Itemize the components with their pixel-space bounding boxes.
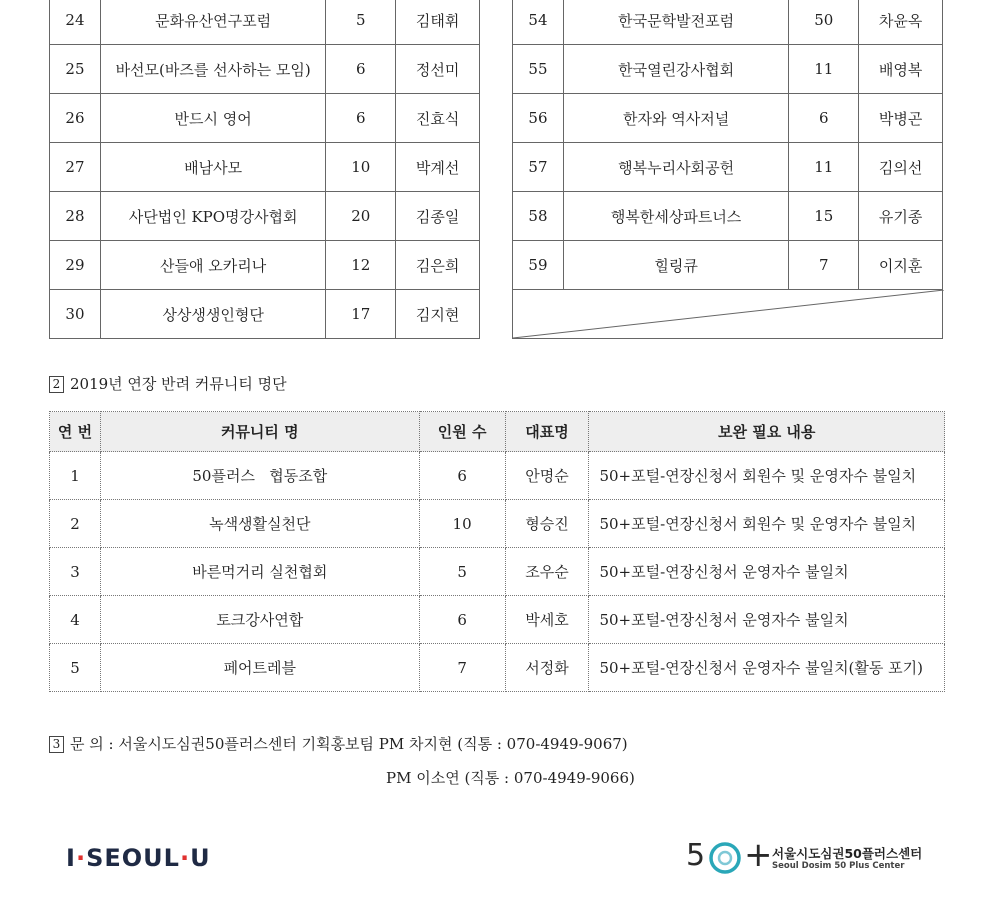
member-count: 50 <box>789 0 859 45</box>
member-count: 7 <box>789 241 859 290</box>
logo-korean-name: 서울시도심권50플러스센터 <box>772 846 923 861</box>
member-count: 10 <box>326 143 396 192</box>
community-name: 50플러스 협동조합 <box>100 452 419 500</box>
member-count: 7 <box>419 644 505 692</box>
table-row <box>513 143 943 192</box>
header-rep: 대표명 <box>505 412 589 452</box>
row-number: 56 <box>513 94 564 143</box>
table-row <box>513 45 943 94</box>
representative: 차윤옥 <box>859 0 943 45</box>
table-row <box>50 548 945 596</box>
empty-diagonal-cell <box>513 290 943 339</box>
logo-part: SEOUL <box>86 844 180 872</box>
row-number: 29 <box>50 241 101 290</box>
contact-line-1 <box>49 733 628 754</box>
representative: 형승진 <box>505 500 589 548</box>
row-number: 27 <box>50 143 101 192</box>
representative: 배영복 <box>859 45 943 94</box>
header-name: 커뮤니티 명 <box>100 412 419 452</box>
table-header-row <box>50 412 945 452</box>
table-row <box>50 644 945 692</box>
community-name: 사단법인 KPO명강사협회 <box>100 192 325 241</box>
representative: 박세호 <box>505 596 589 644</box>
member-count: 17 <box>326 290 396 339</box>
logo-five: 5 <box>686 838 706 873</box>
representative: 김태휘 <box>396 0 480 45</box>
section-number-box: 2 <box>49 376 64 393</box>
logo-plus: + <box>744 835 773 875</box>
section-title: 2019년 연장 반려 커뮤니티 명단 <box>70 375 287 393</box>
row-number: 28 <box>50 192 101 241</box>
row-number: 30 <box>50 290 101 339</box>
table-row <box>513 0 943 45</box>
community-name: 상상생생인형단 <box>100 290 325 339</box>
note: 50+포털-연장신청서 운영자수 불일치 <box>589 596 945 644</box>
community-name: 행복누리사회공헌 <box>563 143 788 192</box>
member-count: 10 <box>419 500 505 548</box>
table-row <box>50 94 480 143</box>
note: 50+포털-연장신청서 운영자수 불일치 <box>589 548 945 596</box>
row-number: 2 <box>50 500 101 548</box>
row-number: 4 <box>50 596 101 644</box>
community-name: 행복한세상파트너스 <box>563 192 788 241</box>
logo-part: I <box>66 844 76 872</box>
community-name: 문화유산연구포럼 <box>100 0 325 45</box>
member-count: 6 <box>419 452 505 500</box>
community-name: 산들애 오카리나 <box>100 241 325 290</box>
logo-part: U <box>190 844 211 872</box>
table-row <box>513 192 943 241</box>
row-number: 54 <box>513 0 564 45</box>
member-count: 11 <box>789 45 859 94</box>
row-number: 3 <box>50 548 101 596</box>
table-row <box>50 192 480 241</box>
representative: 김의선 <box>859 143 943 192</box>
table-row <box>50 45 480 94</box>
representative: 이지훈 <box>859 241 943 290</box>
note: 50+포털-연장신청서 회원수 및 운영자수 불일치 <box>589 452 945 500</box>
logo-ring-icon <box>708 841 742 875</box>
community-name: 한자와 역사저널 <box>563 94 788 143</box>
header-count: 인원 수 <box>419 412 505 452</box>
member-count: 6 <box>326 94 396 143</box>
header-no: 연 번 <box>50 412 101 452</box>
community-name: 녹색생활실천단 <box>100 500 419 548</box>
row-number: 58 <box>513 192 564 241</box>
table-row <box>50 500 945 548</box>
community-table-left <box>49 0 480 339</box>
logo-dot: · <box>75 844 87 872</box>
representative: 유기종 <box>859 192 943 241</box>
contact-text-1: 문 의 : 서울시도심권50플러스센터 기획홍보팀 PM 차지현 (직통 : 070-4949-9067) <box>70 735 628 753</box>
community-name: 반드시 영어 <box>100 94 325 143</box>
table-row <box>513 241 943 290</box>
representative: 박병곤 <box>859 94 943 143</box>
rejected-community-table <box>49 411 945 692</box>
seoul-dosim-50plus-logo <box>686 835 946 878</box>
representative: 정선미 <box>396 45 480 94</box>
section-heading <box>49 373 287 394</box>
community-name: 한국열린강사협회 <box>563 45 788 94</box>
member-count: 6 <box>419 596 505 644</box>
table-row <box>50 596 945 644</box>
member-count: 6 <box>789 94 859 143</box>
member-count: 6 <box>326 45 396 94</box>
table-row <box>50 143 480 192</box>
row-number: 24 <box>50 0 101 45</box>
row-number: 55 <box>513 45 564 94</box>
member-count: 20 <box>326 192 396 241</box>
row-number: 1 <box>50 452 101 500</box>
logo-dot: · <box>179 844 191 872</box>
community-name: 힐링큐 <box>563 241 788 290</box>
representative: 김은희 <box>396 241 480 290</box>
community-name: 배남사모 <box>100 143 325 192</box>
representative: 김지현 <box>396 290 480 339</box>
row-number: 5 <box>50 644 101 692</box>
row-number: 57 <box>513 143 564 192</box>
note: 50+포털-연장신청서 운영자수 불일치(활동 포기) <box>589 644 945 692</box>
community-name: 페어트레블 <box>100 644 419 692</box>
row-number: 25 <box>50 45 101 94</box>
table-row <box>50 452 945 500</box>
representative: 진효식 <box>396 94 480 143</box>
table-row <box>513 94 943 143</box>
representative: 서정화 <box>505 644 589 692</box>
member-count: 5 <box>419 548 505 596</box>
row-number: 59 <box>513 241 564 290</box>
row-number: 26 <box>50 94 101 143</box>
diagonal-line <box>513 290 944 338</box>
representative: 박계선 <box>396 143 480 192</box>
logo-english-name: Seoul Dosim 50 Plus Center <box>772 861 905 871</box>
contact-line-2: PM 이소연 (직통 : 070-4949-9066) <box>386 769 635 787</box>
member-count: 5 <box>326 0 396 45</box>
community-name: 바른먹거리 실천협회 <box>100 548 419 596</box>
table-row <box>50 0 480 45</box>
i-seoul-u-logo <box>66 844 211 872</box>
representative: 김종일 <box>396 192 480 241</box>
section-number-box: 3 <box>49 736 64 753</box>
member-count: 12 <box>326 241 396 290</box>
community-table-right <box>512 0 943 339</box>
header-note: 보완 필요 내용 <box>589 412 945 452</box>
representative: 안명순 <box>505 452 589 500</box>
member-count: 15 <box>789 192 859 241</box>
table-row <box>50 241 480 290</box>
note: 50+포털-연장신청서 회원수 및 운영자수 불일치 <box>589 500 945 548</box>
representative: 조우순 <box>505 548 589 596</box>
community-name: 바선모(바즈를 선사하는 모임) <box>100 45 325 94</box>
empty-row <box>513 290 943 339</box>
community-name: 한국문학발전포럼 <box>563 0 788 45</box>
table-row <box>50 290 480 339</box>
member-count: 11 <box>789 143 859 192</box>
community-name: 토크강사연합 <box>100 596 419 644</box>
